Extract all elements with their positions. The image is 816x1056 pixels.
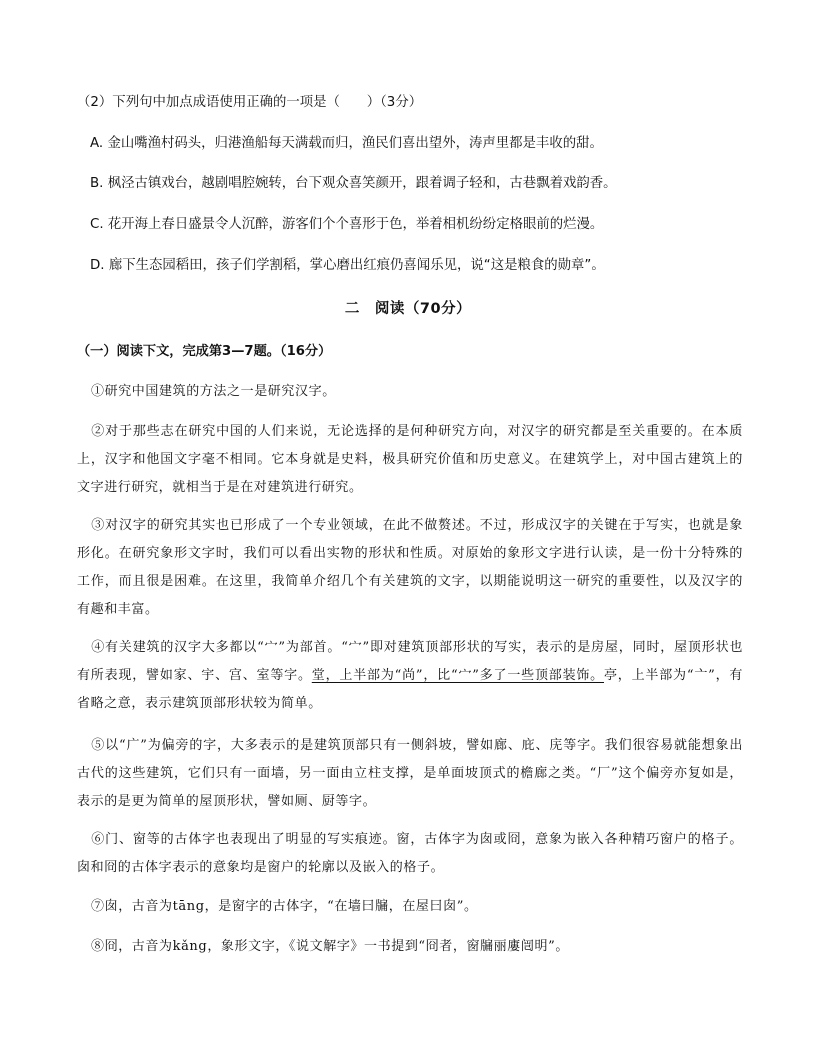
paragraph-3 — [77, 512, 743, 624]
paragraph-7-text: ⑦囱，古音为tāng，是窗字的古体字，“在墙曰牖，在屋曰囱”。 — [91, 899, 478, 914]
section-subtitle: （一）阅读下文，完成第3—7题。（16分） — [77, 344, 332, 359]
paragraph-4-text-b: 亭，上半部为“亠”，有省略之意，表示建筑顶部形状较为简单。 — [77, 668, 743, 711]
paragraph-7 — [77, 893, 743, 921]
option-b: B. 枫泾古镇戏台，越剧唱腔婉转，台下观众喜笑颜开，跟着调子轻和，古巷飘着戏韵香。 — [90, 176, 617, 191]
section-title: 二 阅读（70分） — [344, 301, 472, 317]
paragraph-2-text: ②对于那些志在研究中国的人们来说，无论选择的是何种研究方向，对汉字的研究都是至关重要的。在本质上，汉字和他国文字毫不相同。它本身就是史料，极具研究价值和历史意义。在建筑学上，对中国古建筑上的文字进行研究，就相当于是在对建筑进行研究。 — [77, 424, 743, 495]
option-a: A. 金山嘴渔村码头，归港渔船每天满载而归，渔民们喜出望外，涛声里都是丰收的甜。 — [90, 136, 603, 151]
option-d: D. 廊下生态园稻田，孩子们学割稻，掌心磨出红痕仍喜闻乐见，说“这是粮食的勋章”。 — [90, 258, 605, 273]
paragraph-4 — [77, 634, 743, 718]
paragraph-2 — [77, 418, 743, 502]
paragraph-3-text: ③对汉字的研究其实也已形成了一个专业领域，在此不做赘述。不过，形成汉字的关键在于写实，也就是象形化。在研究象形文字时，我们可以看出实物的形状和性质。对原始的象形文字进行认读，是一份十分特殊的工作，而且很是困难。在这里，我简单介绍几个有关建筑的文字，以期能说明这一研究的重要性，以及汉字的有趣和丰富。 — [77, 518, 743, 617]
option-c: C. 花开海上春日盛景令人沉醉，游客们个个喜形于色，举着相机纷纷定格眼前的烂漫。 — [90, 217, 604, 232]
paragraph-5 — [77, 732, 743, 816]
paragraph-4-text-a: ④有关建筑的汉字大多都以“宀”为部首。“宀”即对建筑顶部形状的写实，表示的是房屋，同时，屋顶形状也有所表现，譬如家、宇、宫、室等字。 — [77, 640, 743, 683]
paragraph-6-text: ⑥门、窗等的古体字也表现出了明显的写实痕迹。窗，古体字为囱或冏，意象为嵌入各种精巧窗户的格子。囱和冏的古体字表示的意象均是窗户的轮廓以及嵌入的格子。 — [77, 832, 743, 875]
paragraph-1 — [77, 378, 743, 406]
paragraph-1-text: ①研究中国建筑的方法之一是研究汉字。 — [91, 384, 336, 399]
paragraph-8 — [77, 933, 743, 961]
paragraph-6 — [77, 826, 743, 882]
paragraph-8-text: ⑧冏，古音为kǎng，象形文字，《说文解字》一书提到“冏者，窗牖丽廔闿明”。 — [91, 939, 569, 954]
question-stem: （2）下列句中加点成语使用正确的一项是（ ）（3分） — [77, 95, 423, 110]
paragraph-4-underlined-sentence: 堂，上半部为“尚”，比“宀”多了一些顶部装饰。 — [311, 668, 604, 683]
paragraph-5-text: ⑤以“广”为偏旁的字，大多表示的是建筑顶部只有一侧斜坡，譬如廊、庇、庑等字。我们很容易就能想象出古代的这些建筑，它们只有一面墙，另一面由立柱支撑，是单面坡顶式的檐廊之类。“厂”这个偏旁亦复如是，表示的是更为简单的屋顶形状，譬如厕、厨等字。 — [77, 738, 743, 809]
